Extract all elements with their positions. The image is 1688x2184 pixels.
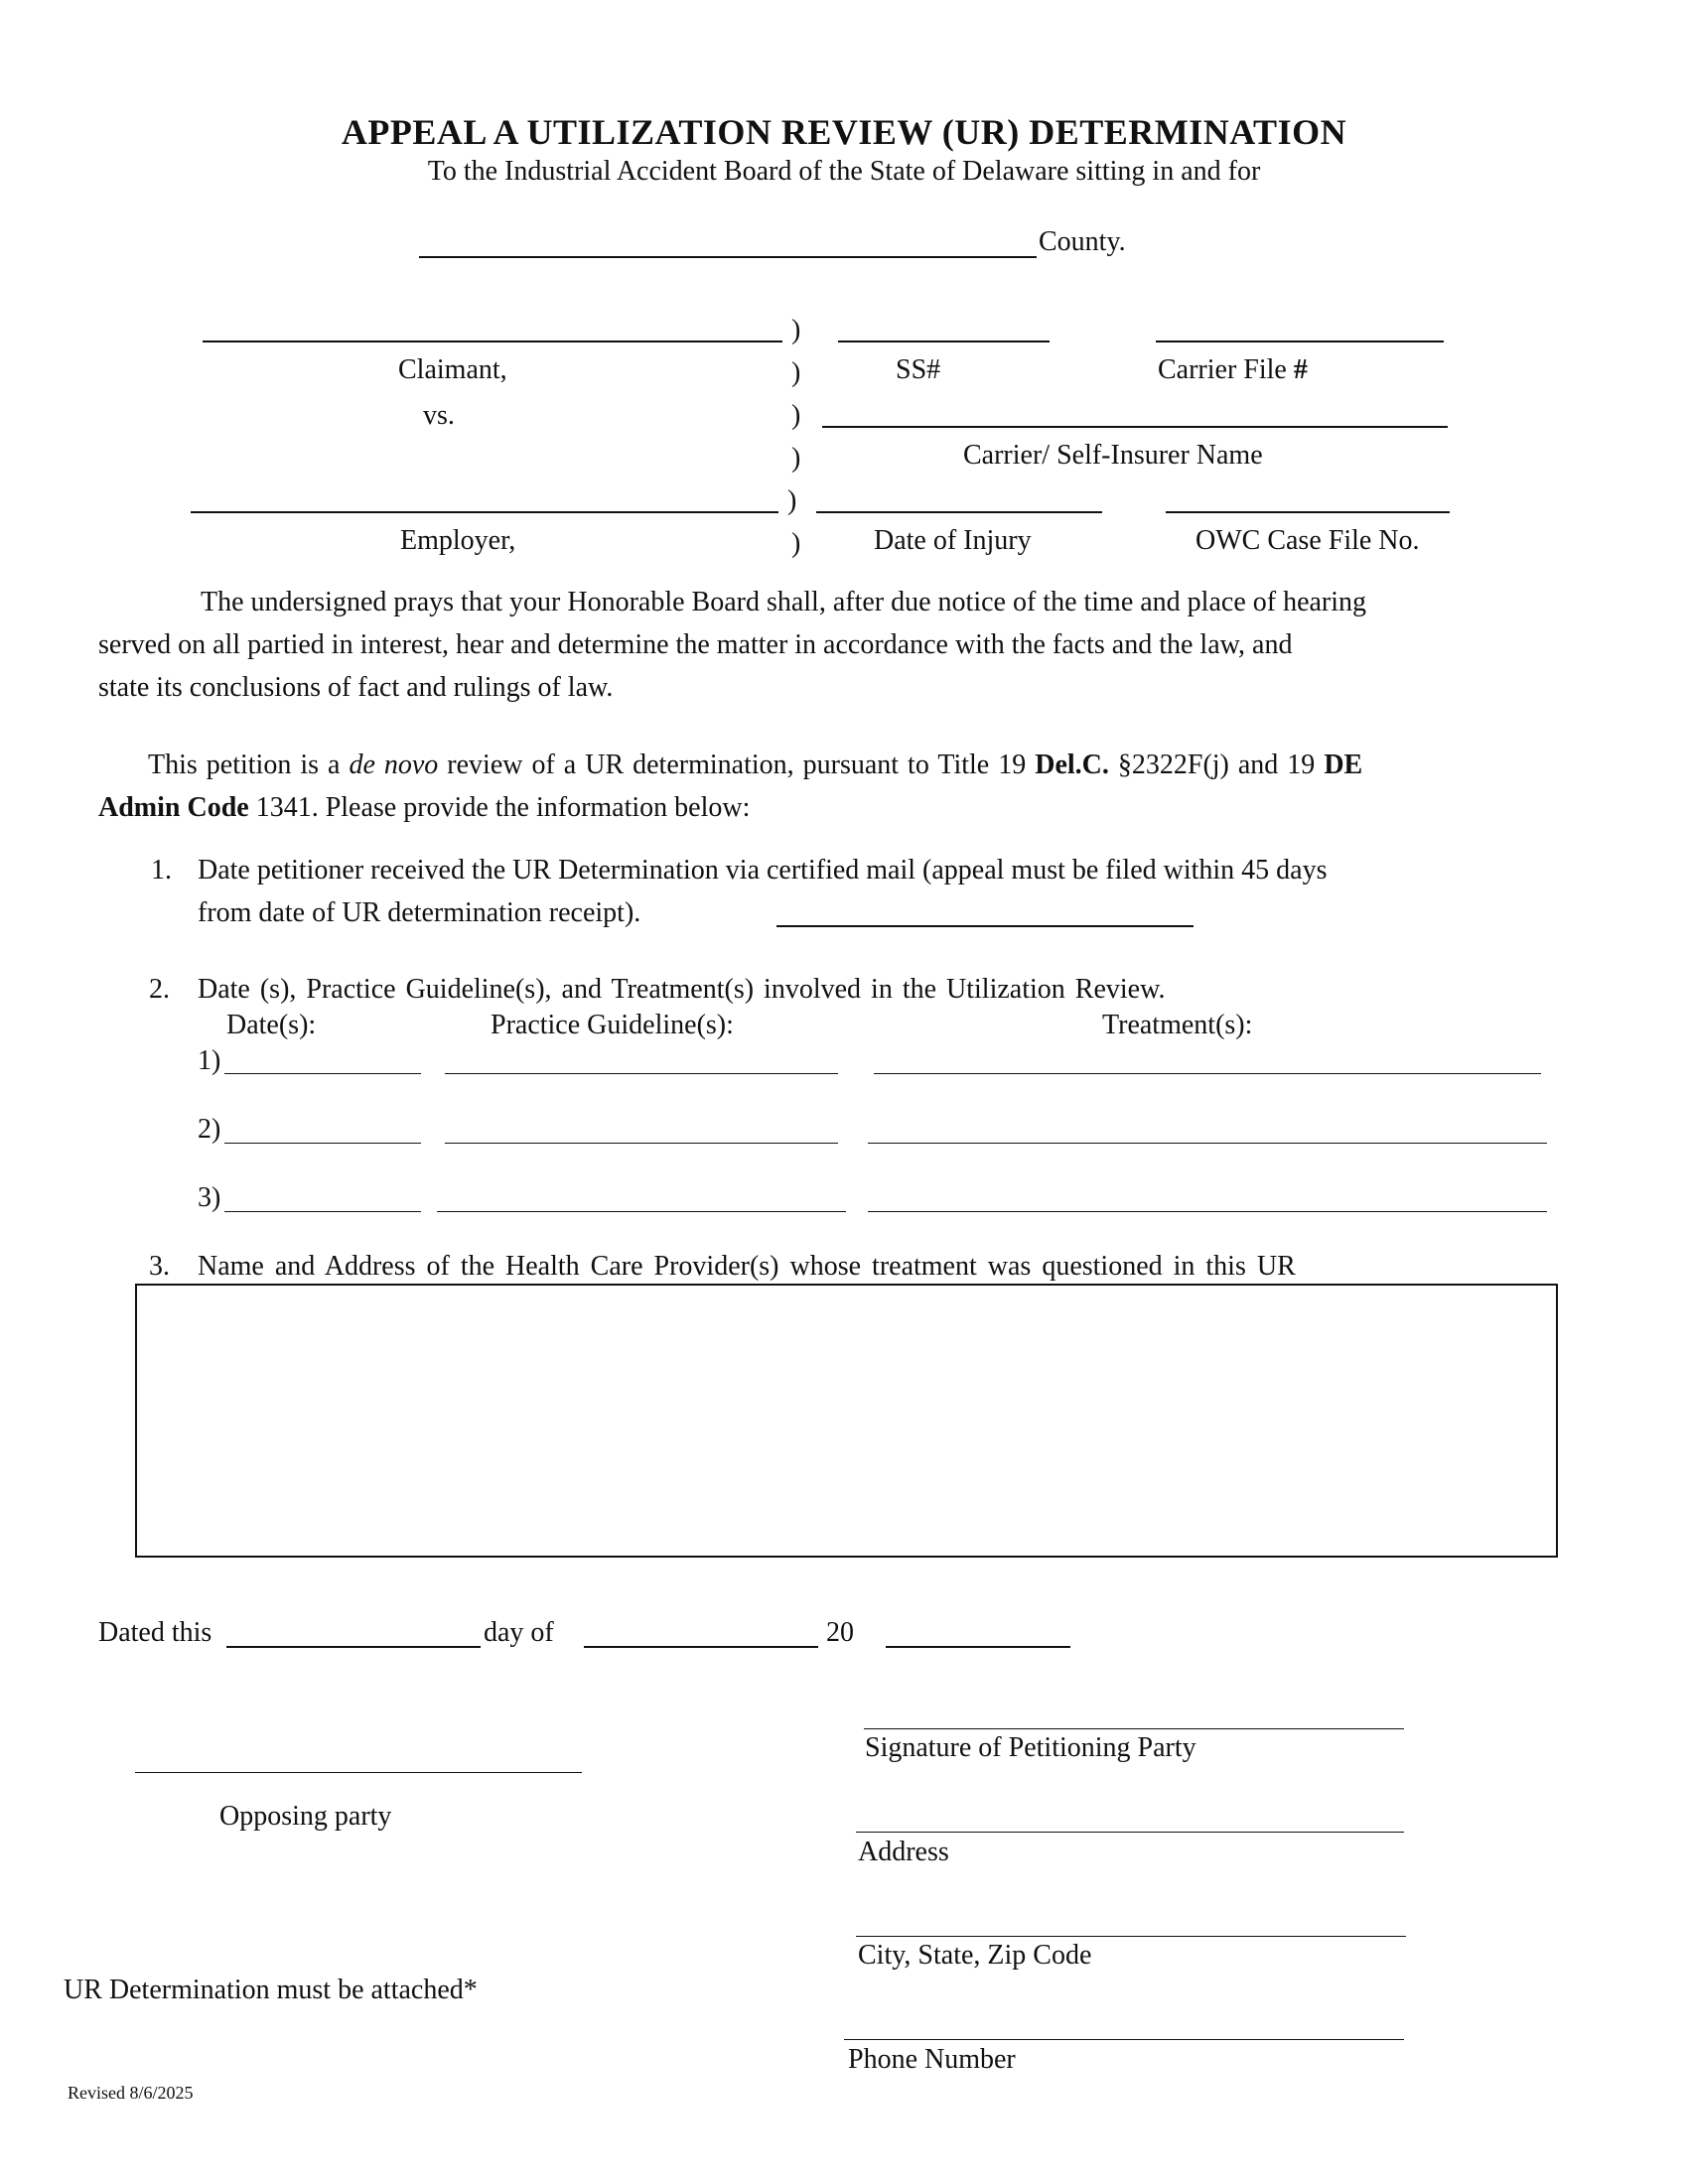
page-title: APPEAL A UTILIZATION REVIEW (UR) DETERMINATION	[341, 112, 1347, 152]
guidelines-column-header: Practice Guideline(s):	[491, 1010, 734, 1040]
row-1-date-line[interactable]	[224, 1073, 421, 1074]
row-3-date-line[interactable]	[224, 1211, 421, 1212]
paren: )	[791, 357, 801, 388]
day-line[interactable]	[226, 1646, 481, 1648]
carrier-file-text: Carrier File	[1158, 354, 1294, 385]
petition-line-1	[148, 749, 1362, 782]
carrier-file-hash: #	[1293, 354, 1308, 385]
petition-italic: de novo	[349, 750, 439, 780]
paren: )	[791, 443, 801, 474]
employer-label: Employer,	[400, 525, 516, 556]
petition-bold: Del.C.	[1035, 750, 1109, 780]
county-input-line[interactable]	[419, 256, 1037, 258]
treatments-column-header: Treatment(s):	[1102, 1010, 1253, 1040]
petition-bold: DE	[1324, 750, 1363, 780]
prayer-line-2: served on all partied in interest, hear and determine the matter in accordance with the facts and the law, and	[98, 629, 1293, 660]
ss-number-line[interactable]	[838, 341, 1050, 342]
carrier-name-label: Carrier/ Self-Insurer Name	[963, 440, 1263, 471]
row-2-guideline-line[interactable]	[445, 1143, 838, 1144]
row-number: 2)	[198, 1114, 221, 1145]
item-1-line-1: Date petitioner received the UR Determination via certified mail (appeal must be filed within 45 days	[198, 855, 1328, 886]
ur-receipt-date-line[interactable]	[776, 925, 1194, 927]
petitioning-signature-label: Signature of Petitioning Party	[865, 1732, 1196, 1763]
item-3-text: Name and Address of the Health Care Provider(s) whose treatment was questioned in this UR	[198, 1251, 1296, 1282]
petition-text: review of a UR determination, pursuant to Title 19	[438, 750, 1036, 780]
prayer-line-1: The undersigned prays that your Honorable Board shall, after due notice of the time and place of hearing	[201, 587, 1367, 617]
ss-label: SS#	[896, 354, 941, 385]
vs-label: vs.	[423, 400, 455, 431]
item-1-line-2: from date of UR determination receipt).	[198, 897, 641, 928]
row-3-treatment-line[interactable]	[868, 1211, 1547, 1212]
date-of-injury-label: Date of Injury	[874, 525, 1032, 556]
attachment-note: UR Determination must be attached*	[64, 1975, 478, 2005]
paren: )	[787, 485, 797, 516]
day-of-label: day of	[484, 1617, 554, 1648]
prayer-line-3: state its conclusions of fact and rulings of law.	[98, 672, 614, 703]
opposing-party-line[interactable]	[135, 1772, 582, 1773]
carrier-file-label	[1158, 353, 1308, 387]
date-of-injury-line[interactable]	[816, 511, 1102, 513]
revision-date: Revised 8/6/2025	[68, 2083, 194, 2103]
item-2-text: Date (s), Practice Guideline(s), and Treatment(s) involved in the Utilization Review.	[198, 974, 1166, 1005]
dates-column-header: Date(s):	[226, 1010, 317, 1040]
paren: )	[791, 528, 801, 559]
phone-number-label: Phone Number	[848, 2044, 1016, 2075]
petitioning-signature-line[interactable]	[864, 1728, 1404, 1729]
city-state-zip-line[interactable]	[856, 1936, 1406, 1937]
address-line[interactable]	[856, 1832, 1404, 1833]
year-line[interactable]	[886, 1646, 1070, 1648]
city-state-zip-label: City, State, Zip Code	[858, 1940, 1092, 1971]
row-1-guideline-line[interactable]	[445, 1073, 838, 1074]
row-2-date-line[interactable]	[224, 1143, 421, 1144]
item-1-number: 1.	[151, 855, 172, 886]
paren: )	[791, 400, 801, 431]
carrier-name-line[interactable]	[822, 426, 1448, 428]
carrier-file-line[interactable]	[1156, 341, 1444, 342]
owc-case-label: OWC Case File No.	[1196, 525, 1420, 556]
claimant-name-line[interactable]	[203, 341, 782, 342]
year-prefix-label: 20	[826, 1617, 854, 1648]
address-label: Address	[858, 1837, 949, 1867]
item-3-number: 3.	[149, 1251, 170, 1282]
row-number: 1)	[198, 1045, 221, 1076]
row-3-guideline-line[interactable]	[437, 1211, 846, 1212]
page-subtitle: To the Industrial Accident Board of the State of Delaware sitting in and for	[427, 156, 1261, 187]
petition-text: This petition is a	[148, 750, 350, 780]
opposing-party-label: Opposing party	[219, 1801, 392, 1832]
paren: )	[791, 315, 801, 345]
dated-this-label: Dated this	[98, 1617, 212, 1648]
row-number: 3)	[198, 1182, 221, 1213]
phone-number-line[interactable]	[844, 2039, 1404, 2040]
petition-bold: Admin Code	[98, 792, 249, 823]
owc-case-line[interactable]	[1166, 511, 1450, 513]
month-line[interactable]	[584, 1646, 818, 1648]
provider-address-box[interactable]	[135, 1284, 1558, 1558]
claimant-label: Claimant,	[398, 354, 507, 385]
row-1-treatment-line[interactable]	[874, 1073, 1541, 1074]
county-label: County.	[1039, 226, 1126, 257]
petition-text: 1341. Please provide the information below:	[248, 792, 751, 823]
petition-line-2	[98, 791, 750, 825]
petition-text: §2322F(j) and 19	[1108, 750, 1325, 780]
item-2-number: 2.	[149, 974, 170, 1005]
employer-name-line[interactable]	[191, 511, 778, 513]
row-2-treatment-line[interactable]	[868, 1143, 1547, 1144]
